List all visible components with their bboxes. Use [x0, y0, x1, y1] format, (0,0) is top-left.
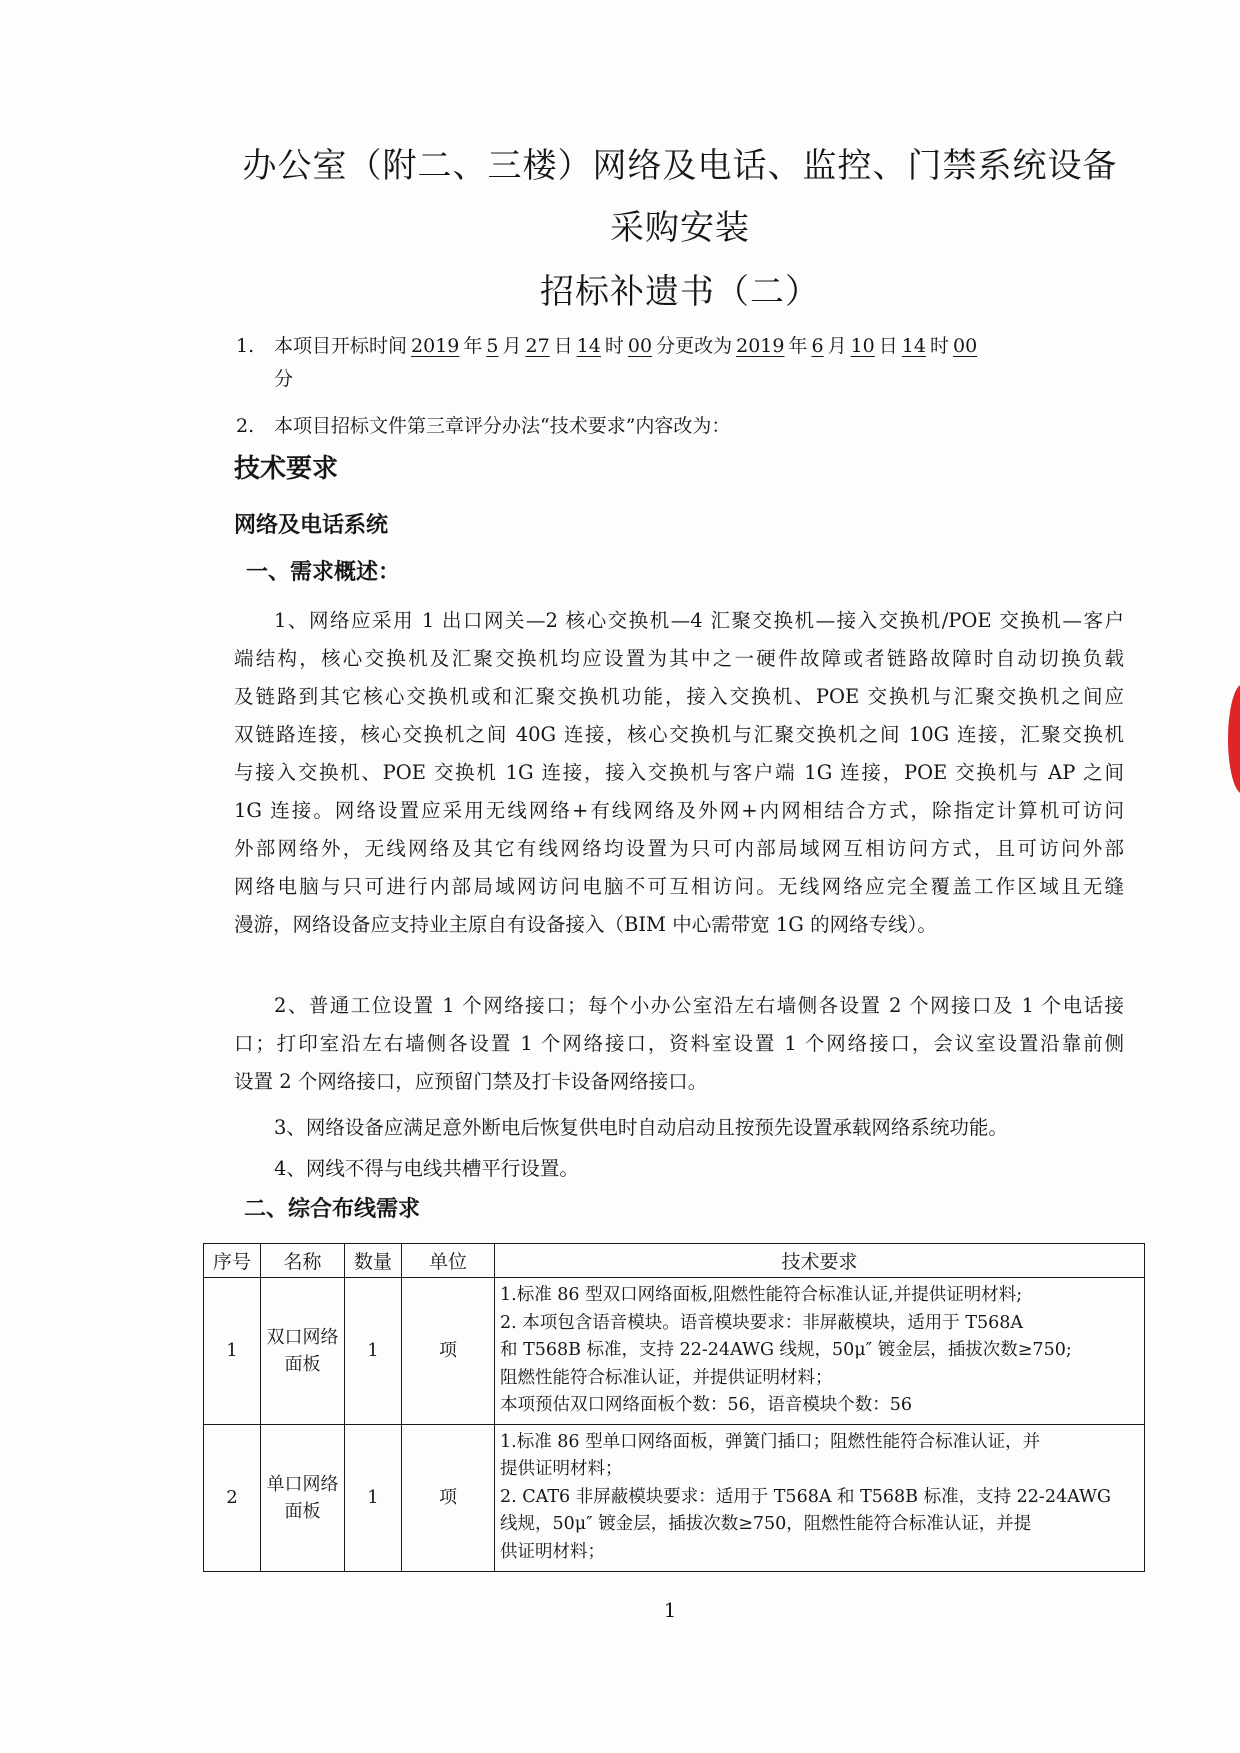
cell-name: 双口网络 面板: [261, 1278, 345, 1425]
heading-tech-requirements: 技术要求: [234, 454, 339, 484]
paragraph-line: 双链路连接，核心交换机之间 40G 连接，核心交换机与汇聚交换机之间 10G 连接，汇聚交换机: [234, 723, 1124, 746]
cell-qty: 1: [345, 1424, 402, 1571]
heading-cabling: 二、综合布线需求: [244, 1197, 421, 1222]
paragraph-3: [234, 1109, 1124, 1147]
item-text: 本项目招标文件第三章评分办法“技术要求”内容改为：: [274, 415, 731, 437]
paragraph-line: 设置 2 个网络接口，应预留门禁及打卡设备网络接口。: [234, 1070, 708, 1093]
paragraph-line: 4、网线不得与电线共槽平行设置。: [274, 1157, 579, 1180]
paragraph-1: [234, 602, 1124, 944]
heading-overview: 一、需求概述：: [246, 560, 401, 585]
heading-network-system: 网络及电话系统: [234, 513, 389, 538]
column-header: 序号: [204, 1244, 261, 1278]
paragraph-line: 端结构，核心交换机及汇聚交换机均应设置为其中之一硬件故障或者链路故障时自动切换负载: [234, 647, 1124, 670]
paragraph-line: 与接入交换机、POE 交换机 1G 连接，接入交换机与客户端 1G 连接，POE 交换机与 AP 之间: [234, 761, 1124, 784]
cell-requirements: 1.标准 86 型单口网络面板，弹簧门插口；阻燃性能符合标准认证，并 提供证明材料； 2. CAT6 非屏蔽模块要求：适用于 T568A 和 T568B 标准，支持 22-24AWG 线规，50μ″ 镀金层，插拔次数≥750，阻燃性能符合标准认证，并提 供证明材料；: [495, 1424, 1145, 1571]
paragraph-line: 外部网络外，无线网络及其它有线网络均设置为只可内部局域网互相访问方式，且可访问外部: [234, 837, 1124, 860]
column-header: 数量: [345, 1244, 402, 1278]
paragraph-4: [234, 1150, 1124, 1188]
paragraph-line: 3、网络设备应满足意外断电后恢复供电时自动启动且按预先设置承载网络系统功能。: [274, 1116, 1008, 1139]
item-number: 2.: [236, 415, 255, 437]
item-1-suffix: 分: [274, 368, 294, 390]
cell-qty: 1: [345, 1278, 402, 1425]
cell-unit: 项: [402, 1424, 495, 1571]
paragraph-line: 及链路到其它核心交换机或和汇聚交换机功能，接入交换机、POE 交换机与汇聚交换机之间应: [234, 685, 1124, 708]
table-header-row: [204, 1244, 1145, 1278]
page-number: 1: [663, 1598, 677, 1622]
column-header: 单位: [402, 1244, 495, 1278]
item-text: 本项目开标时间 2019 年 5 月 27 日 14 时 00 分更改为 2019 年 6 月 10 日 14 时 00: [274, 335, 978, 357]
cell-requirements: 1.标准 86 型双口网络面板,阻燃性能符合标准认证,并提供证明材料; 2. 本项包含语音模块。语音模块要求：非屏蔽模块，适用于 T568A 和 T568B 标准，支持 22-24AWG 线规，50μ″ 镀金层，插拔次数≥750; 阻燃性能符合标准认证，并提供证明材料； 本项预估双口网络面板个数：56，语音模块个数：56: [495, 1278, 1145, 1425]
cell-name: 单口网络 面板: [261, 1424, 345, 1571]
column-header: 技术要求: [495, 1244, 1145, 1278]
document-title-line3: 招标补遗书（二）: [540, 272, 820, 312]
cell-no: 1: [204, 1278, 261, 1425]
paragraph-line: 1G 连接。网络设置应采用无线网络+有线网络及外网+内网相结合方式，除指定计算机可访问: [234, 799, 1124, 822]
cabling-requirements-table: [203, 1243, 1145, 1572]
table-row: [204, 1278, 1145, 1425]
document-title-line2: 采购安装: [610, 208, 750, 248]
column-header: 名称: [261, 1244, 345, 1278]
document-title-line1: 办公室（附二、三楼）网络及电话、监控、门禁系统设备: [242, 146, 1118, 186]
item-number: 1.: [236, 335, 255, 357]
paragraph-line: 网络电脑与只可进行内部局域网访问电脑不可互相访问。无线网络应完全覆盖工作区域且无缝: [234, 875, 1124, 898]
paragraph-line: 2、普通工位设置 1 个网络接口；每个小办公室沿左右墙侧各设置 2 个网接口及 1 个电话接: [274, 994, 1124, 1017]
paragraph-2: [234, 987, 1124, 1101]
table-row: [204, 1424, 1145, 1571]
cell-no: 2: [204, 1424, 261, 1571]
cell-unit: 项: [402, 1278, 495, 1425]
paragraph-line: 1、网络应采用 1 出口网关—2 核心交换机—4 汇聚交换机—接入交换机/POE 交换机—客户: [274, 609, 1124, 632]
paragraph-line: 漫游，网络设备应支持业主原自有设备接入（BIM 中心需带宽 1G 的网络专线）。: [234, 913, 937, 936]
paragraph-line: 口；打印室沿左右墙侧各设置 1 个网络接口，资料室设置 1 个网络接口，会议室设置沿靠前侧: [234, 1032, 1124, 1055]
red-stamp-edge: [1228, 684, 1240, 794]
